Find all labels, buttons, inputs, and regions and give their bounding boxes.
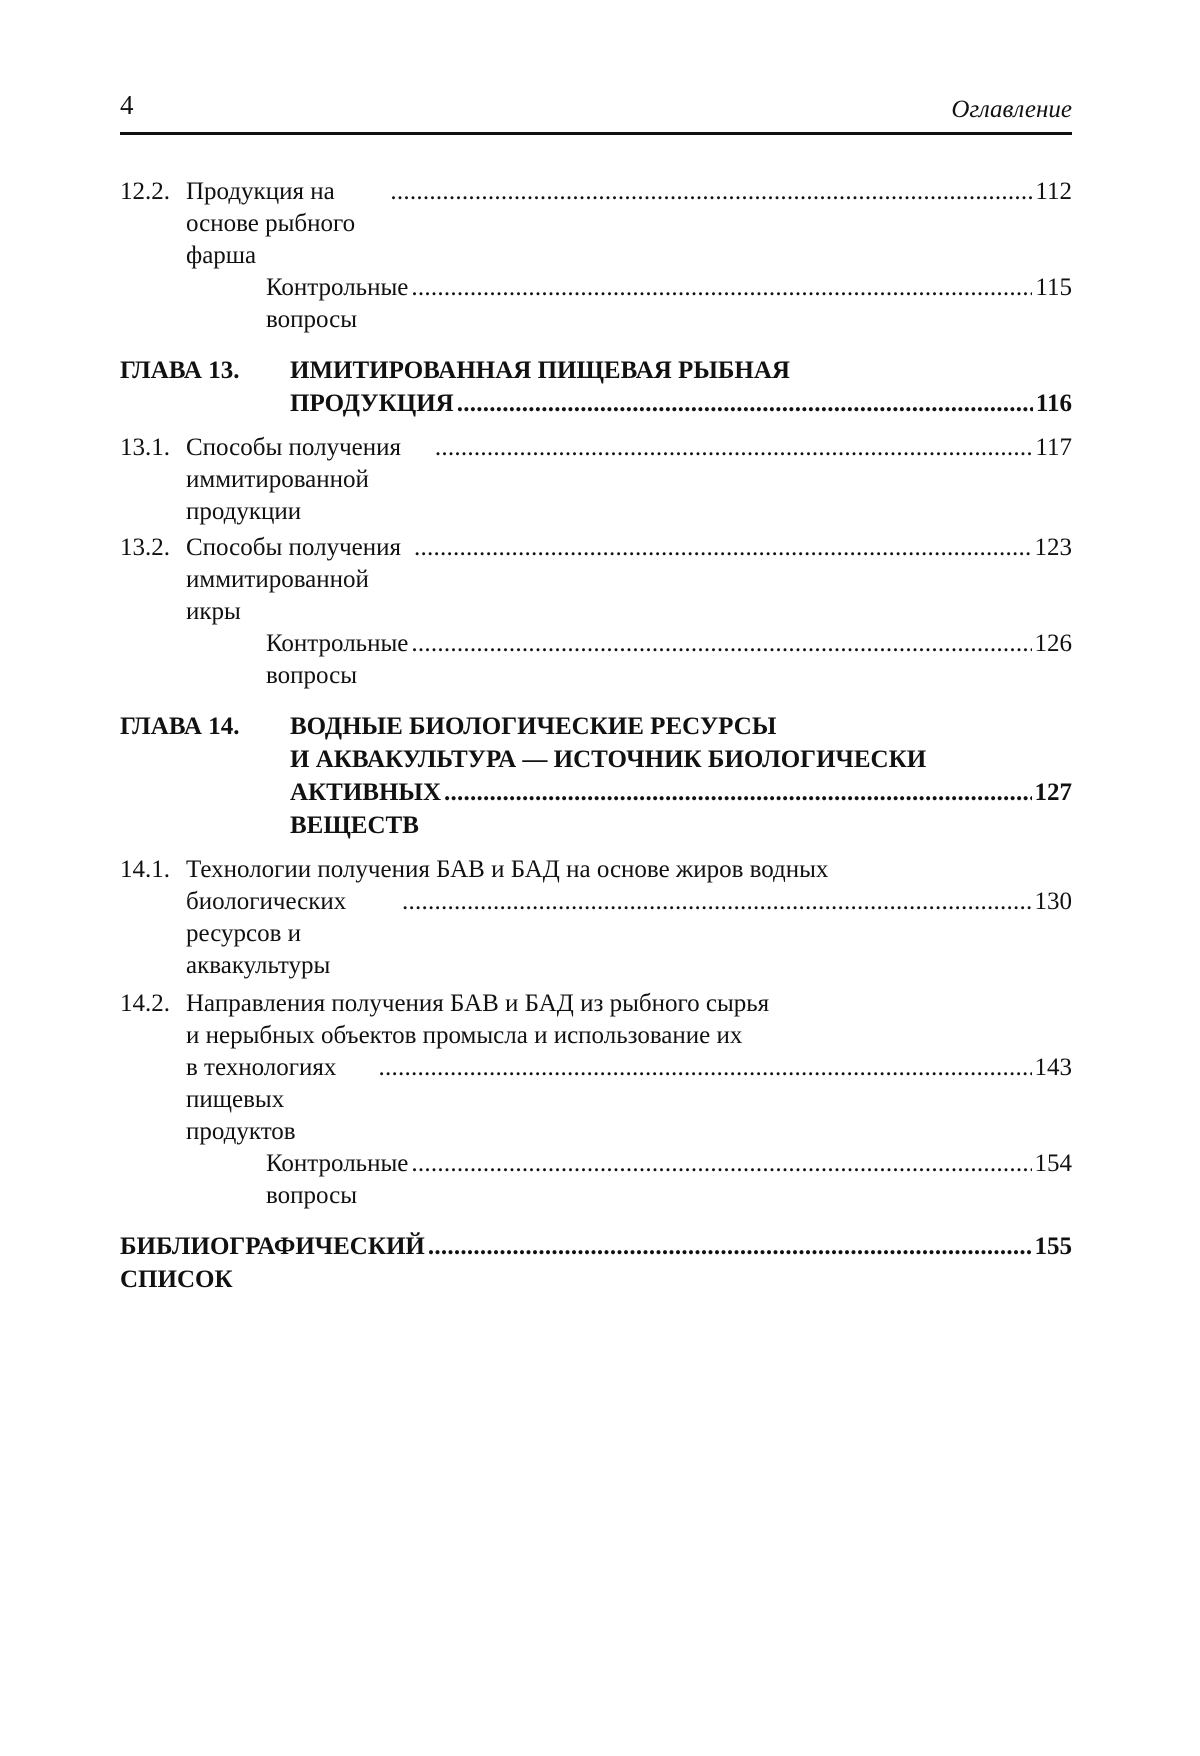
section-title: Контрольные вопросы — [266, 274, 409, 333]
toc-entry-questions-12[interactable] — [120, 272, 1072, 336]
section-number: 14.1. — [120, 856, 170, 883]
page-ref: 116 — [1035, 390, 1072, 417]
toc-entry-12-2[interactable] — [120, 176, 1072, 272]
chapter-title-line: И АКВАКУЛЬТУРА — ИСТОЧНИК БИОЛОГИЧЕСКИ — [290, 746, 927, 773]
toc-bibliography[interactable] — [120, 1230, 1072, 1296]
page-ref: 130 — [1034, 888, 1072, 915]
chapter-label: ГЛАВА 13. — [120, 357, 240, 384]
toc-entry-13-1[interactable] — [120, 432, 1072, 528]
toc-chapter-14[interactable] — [120, 710, 1072, 842]
chapter-title-line: АКТИВНЫХ ВЕЩЕСТВ — [290, 779, 442, 839]
chapter-title-line: ВОДНЫЕ БИОЛОГИЧЕСКИЕ РЕСУРСЫ — [290, 713, 777, 740]
section-title: Способы получения иммитированной продукции — [186, 434, 401, 525]
section-title-line: и нерыбных объектов промысла и использование их — [186, 1022, 743, 1049]
section-number: 12.2. — [120, 178, 170, 205]
chapter-title-line: ПРОДУКЦИЯ — [290, 390, 454, 417]
dot-leader — [444, 776, 1031, 809]
dot-leader — [457, 387, 1033, 420]
chapter-label: ГЛАВА 14. — [120, 713, 240, 740]
dot-leader — [435, 432, 1033, 464]
page-ref: 127 — [1034, 779, 1072, 806]
dot-leader — [428, 1230, 1032, 1263]
running-head: Оглавление — [951, 96, 1072, 123]
section-title-line: Направления получения БАВ и БАД из рыбного сырья — [186, 990, 770, 1017]
page-ref: 143 — [1034, 1054, 1072, 1081]
section-title-line: Технологии получения БАВ и БАД на основе жиров водных — [186, 856, 829, 883]
section-title: Продукция на основе рыбного фарша — [186, 178, 356, 269]
table-of-contents — [120, 176, 1072, 1296]
page-ref: 117 — [1035, 434, 1072, 461]
toc-entry-questions-13[interactable] — [120, 628, 1072, 692]
section-title: Способы получения иммитированной икры — [186, 534, 401, 625]
page-ref: 112 — [1035, 178, 1072, 205]
page-ref: 123 — [1034, 534, 1072, 561]
section-title: Контрольные вопросы — [266, 630, 409, 689]
dot-leader — [390, 176, 1032, 208]
page-ref: 126 — [1034, 630, 1072, 657]
dot-leader — [411, 628, 1031, 660]
section-title: Контрольные вопросы — [266, 1150, 409, 1209]
page-ref: 155 — [1034, 1233, 1072, 1260]
page-ref: 154 — [1034, 1150, 1072, 1177]
bibliography-title: БИБЛИОГРАФИЧЕСКИЙ СПИСОК — [120, 1233, 425, 1293]
header-rule — [120, 132, 1072, 135]
page-number: 4 — [120, 90, 134, 120]
page-ref: 115 — [1035, 274, 1072, 301]
section-number: 14.2. — [120, 990, 170, 1017]
toc-chapter-13[interactable] — [120, 354, 1072, 420]
toc-entry-questions-14[interactable] — [120, 1148, 1072, 1212]
dot-leader — [402, 886, 1032, 918]
toc-entry-14-2[interactable] — [120, 988, 1072, 1148]
section-title-line: биологических ресурсов и аквакультуры — [186, 888, 347, 979]
toc-entry-13-2[interactable] — [120, 532, 1072, 628]
page-header — [120, 90, 1072, 130]
chapter-title-line: ИМИТИРОВАННАЯ ПИЩЕВАЯ РЫБНАЯ — [290, 357, 790, 384]
toc-entry-14-1[interactable] — [120, 854, 1072, 982]
dot-leader — [414, 532, 1032, 564]
section-number: 13.2. — [120, 534, 170, 561]
dot-leader — [379, 1052, 1032, 1084]
section-title-line: в технологиях пищевых продуктов — [186, 1054, 337, 1145]
dot-leader — [411, 1148, 1031, 1180]
dot-leader — [411, 272, 1032, 304]
section-number: 13.1. — [120, 434, 170, 461]
